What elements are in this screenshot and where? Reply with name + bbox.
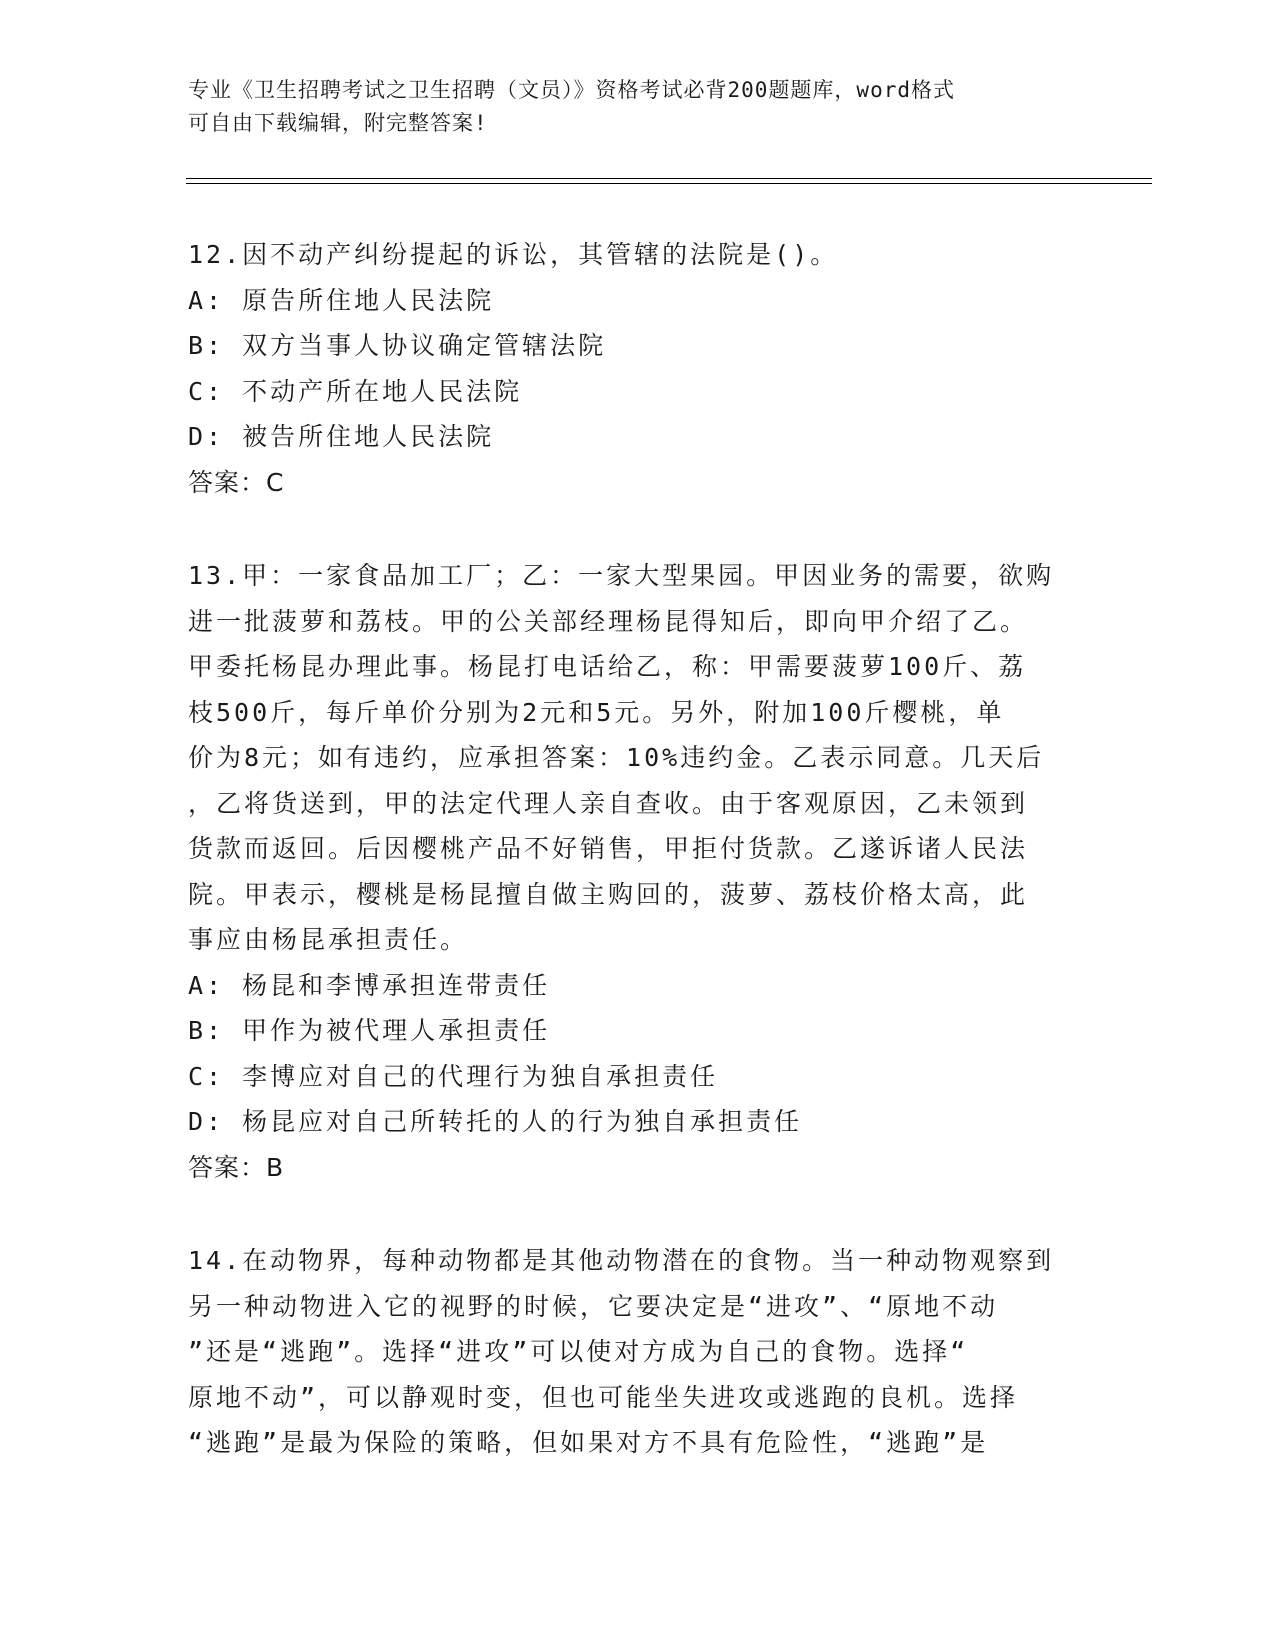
question-14 [188,1238,1088,1466]
question-stem-line: 枝500斤，每斤单价分别为2元和5元。另外，附加100斤樱桃，单 [188,697,1005,727]
question-stem-line: 原地不动”，可以静观时变，但也可能坐失进攻或逃跑的良机。选择 [188,1382,1019,1412]
question-12 [188,232,1088,505]
question-stem-line: 事应由杨昆承担责任。 [188,925,469,954]
question-stem-line: ，乙将货送到，甲的法定代理人亲自查收。由于客观原因，乙未领到 [188,788,1029,818]
option-b: B: 甲作为被代理人承担责任 [188,1016,551,1045]
header-divider-bottom [186,183,1152,184]
question-list [188,232,1088,1466]
question-stem-line: 14.在动物界，每种动物都是其他动物潜在的食物。当一种动物观察到 [188,1246,1055,1275]
question-stem-line: 12.因不动产纠纷提起的诉讼，其管辖的法院是()。 [188,240,839,269]
option-d: D: 杨昆应对自己所转托的人的行为独自承担责任 [188,1107,803,1136]
question-stem-line: 院。甲表示，樱桃是杨昆擅自做主购回的，菠萝、荔枝价格太高，此 [188,879,1029,909]
question-stem-line: 价为8元；如有违约，应承担答案：10%违约金。乙表示同意。几天后 [188,743,1045,772]
header-line-2: 可自由下载编辑，附完整答案! [188,111,488,135]
question-stem-line: 甲委托杨昆办理此事。杨昆打电话给乙，称：甲需要菠萝100斤、荔 [188,652,1027,681]
option-a: A: 杨昆和李博承担连带责任 [188,970,551,1000]
document-header [188,74,1088,140]
option-c: C: 李博应对自己的代理行为独自承担责任 [188,1061,719,1091]
option-c: C: 不动产所在地人民法院 [188,376,523,406]
header-divider-top [186,178,1152,179]
question-stem-line: 另一种动物进入它的视野的时候，它要决定是“进攻”、“原地不动 [188,1291,999,1321]
question-stem-line: “逃跑”是最为保险的策略，但如果对方不具有危险性，“逃跑”是 [188,1428,989,1457]
question-stem-line: ”还是“逃跑”。选择“进攻”可以使对方成为自己的食物。选择“ [188,1337,969,1366]
option-b: B: 双方当事人协议确定管辖法院 [188,331,607,360]
question-13 [188,553,1088,1190]
question-stem-line: 货款而返回。后因樱桃产品不好销售，甲拒付货款。乙遂诉诸人民法 [188,834,1029,863]
question-stem-line: 13.甲：一家食品加工厂；乙：一家大型果园。甲因业务的需要，欲购 [188,561,1055,590]
answer-line: 答案：B [188,1152,285,1182]
option-a: A: 原告所住地人民法院 [188,285,495,315]
header-line-1: 专业《卫生招聘考试之卫生招聘（文员）》资格考试必背200题题库，word格式 [188,78,955,102]
answer-line: 答案：C [188,467,285,497]
option-d: D: 被告所住地人民法院 [188,422,495,451]
question-stem-line: 进一批菠萝和荔枝。甲的公关部经理杨昆得知后，即向甲介绍了乙。 [188,606,1029,636]
